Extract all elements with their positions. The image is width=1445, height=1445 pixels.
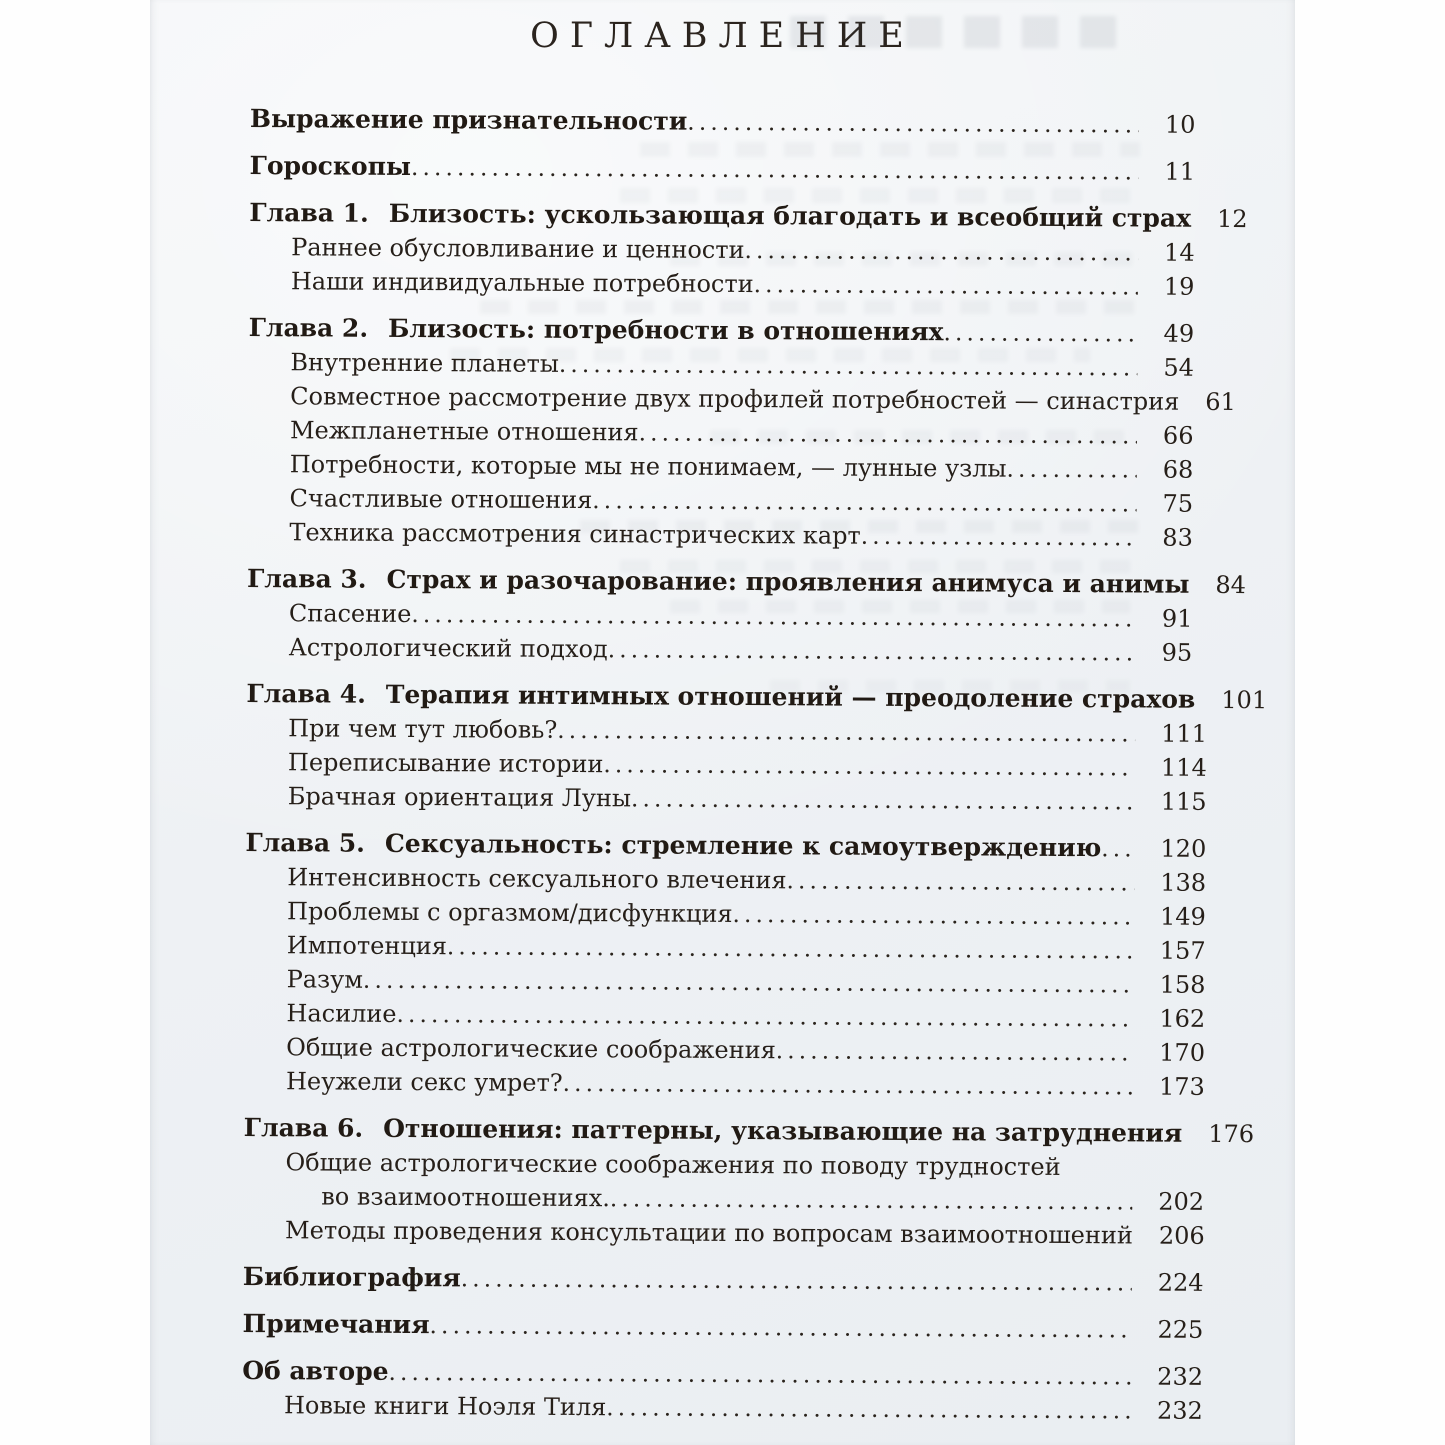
- toc-entry-page-number: 120: [1160, 834, 1207, 863]
- dot-leader: [557, 715, 1135, 752]
- toc-entry-label: Раннее обусловливание и ценности: [291, 233, 745, 265]
- toc-entry: [247, 516, 1212, 556]
- toc-entry-label: Спасение: [288, 599, 412, 628]
- toc-entry-page-number: 115: [1160, 787, 1207, 816]
- toc-entry-prefix: Глава 3.: [247, 563, 367, 594]
- dot-leader: [429, 1310, 1131, 1347]
- dot-leader: [411, 152, 1139, 189]
- dot-leader: [603, 749, 1135, 785]
- toc-entry-label: Интенсивность сексуального влечения: [287, 863, 787, 895]
- toc-entry-label: Примечания: [242, 1308, 430, 1340]
- toc-entry: [245, 826, 1210, 867]
- toc-entry-label: Неужели секс умрет?: [285, 1067, 563, 1097]
- toc-entry: [247, 631, 1212, 671]
- toc-entry: [249, 149, 1214, 190]
- toc-entry-label: Переписывание истории: [287, 748, 604, 779]
- toc-entry-page-number: 101: [1221, 685, 1268, 715]
- toc-entry: [249, 311, 1214, 352]
- toc-entry-page-number: 83: [1162, 523, 1193, 552]
- dot-leader: [687, 107, 1139, 143]
- dot-leader: [610, 1183, 1133, 1219]
- toc-entry-label: Проблемы с оргазмом/дисфункция: [286, 897, 733, 928]
- dot-leader: [861, 521, 1137, 556]
- toc-entry-label: Техника рассмотрения синастрических карт: [289, 518, 861, 550]
- dot-leader: [754, 269, 1138, 304]
- toc-entry-label: Счастливые отношения: [289, 484, 593, 515]
- toc-entry-label: Сексуальность: стремление к самоутверждению: [384, 828, 1102, 863]
- dot-leader: [461, 1263, 1132, 1300]
- toc-entry-page-number: 157: [1159, 936, 1206, 965]
- toc-entry-label: Разум: [286, 965, 364, 994]
- toc-entry: [246, 677, 1268, 718]
- toc-entry-label: Библиография: [242, 1261, 461, 1293]
- toc-entry-page-number: 12: [1216, 204, 1248, 234]
- dot-leader: [732, 899, 1134, 934]
- dot-leader: [363, 965, 1134, 1003]
- toc-entry-label: Об авторе: [242, 1355, 389, 1386]
- dot-leader: [388, 1357, 1131, 1395]
- toc-entry-prefix: Глава 5.: [245, 827, 366, 858]
- toc-entry-page-number: 84: [1215, 570, 1247, 600]
- toc-entry-label: Импотенция: [286, 931, 448, 961]
- dot-leader: [776, 1035, 1134, 1070]
- toc-entry-page-number: 225: [1157, 1315, 1204, 1344]
- toc-entry-page-number: 61: [1205, 387, 1236, 417]
- dot-leader: [631, 783, 1135, 819]
- toc-entry-page-number: 68: [1162, 455, 1194, 484]
- toc-entry-page-number: 176: [1208, 1119, 1255, 1149]
- toc-list: [242, 102, 1268, 1429]
- toc-entry: [244, 1065, 1209, 1105]
- toc-entry-page-number: 232: [1156, 1396, 1203, 1425]
- toc-entry-label: Отношения: паттерны, указывающие на затруднения: [383, 1113, 1183, 1148]
- toc-entry-label: Потребности, которые мы не понимаем, — лунные узлы: [289, 450, 1007, 483]
- toc-entry-page-number: 49: [1163, 319, 1195, 348]
- toc-entry-page-number: 202: [1158, 1187, 1205, 1216]
- toc-entry-page-number: 232: [1157, 1362, 1204, 1391]
- toc-entry-label: Терапия интимных отношений — преодоление страхов: [385, 679, 1196, 714]
- toc-entry-page-number: 19: [1163, 272, 1195, 301]
- dot-leader: [1101, 833, 1134, 866]
- dot-leader: [639, 417, 1138, 453]
- toc-entry-label: Наши индивидуальные потребности: [290, 267, 754, 299]
- toc-entry-prefix: Глава 1.: [249, 197, 369, 228]
- toc-entry-label: Новые книги Ноэля Тиля: [283, 1391, 607, 1422]
- dot-leader: [1006, 454, 1136, 488]
- dot-leader: [592, 485, 1136, 521]
- toc-entry-page-number: 158: [1159, 970, 1206, 999]
- toc-entry: [243, 1111, 1255, 1152]
- toc-entry: [247, 562, 1247, 603]
- toc-entry-page-number: 114: [1160, 753, 1207, 782]
- dot-leader: [606, 1392, 1131, 1428]
- toc-entry: [243, 1260, 1208, 1301]
- dot-leader: [744, 235, 1138, 270]
- toc-entry-label: При чем тут любовь?: [288, 714, 558, 744]
- toc-entry-label: Насилие: [286, 999, 397, 1028]
- toc-entry-label: Страх и разочарование: проявления анимуса и анимы: [386, 564, 1190, 599]
- dot-leader: [559, 349, 1138, 386]
- toc-entry: [243, 1214, 1208, 1254]
- toc-entry: [242, 1354, 1207, 1395]
- dot-leader: [411, 599, 1136, 636]
- toc-entry-page-number: 170: [1159, 1038, 1206, 1067]
- toc-entry-page-number: 206: [1158, 1221, 1205, 1250]
- book-page: [150, 0, 1295, 1445]
- toc-entry-page-number: 14: [1164, 238, 1195, 267]
- toc-entry-label: во взаимоотношениях.: [321, 1182, 611, 1213]
- toc-entry: [250, 102, 1215, 143]
- dot-leader: [608, 634, 1136, 670]
- toc-entry-label: Близость: потребности в отношениях: [388, 313, 944, 347]
- toc-entry: [249, 265, 1214, 305]
- toc-entry-page-number: 11: [1164, 157, 1196, 186]
- toc-entry-page-number: 149: [1159, 902, 1206, 931]
- toc-entry-page-number: 91: [1161, 604, 1193, 633]
- toc-entry-label: Совместное рассмотрение двух профилей потребностей — синастрия: [290, 382, 1180, 416]
- toc-entry-label: Методы проведения консультации по вопросам взаимоотношений: [285, 1216, 1134, 1250]
- toc-entry-label: Межпланетные отношения: [289, 416, 639, 447]
- toc-entry: [246, 780, 1211, 820]
- toc-entry-label: Внутренние планеты: [290, 348, 560, 378]
- toc-entry-page-number: 138: [1160, 868, 1207, 897]
- toc-entry-label: Гороскопы: [249, 150, 412, 181]
- toc-entry-page-number: 10: [1164, 110, 1196, 139]
- toc-entry-page-number: 66: [1162, 421, 1194, 450]
- toc-entry-label: Астрологический подход: [288, 633, 608, 664]
- toc-entry: [249, 196, 1248, 237]
- toc-entry-page-number: 224: [1157, 1268, 1204, 1297]
- dot-leader: [943, 317, 1137, 351]
- toc-title: ОГЛАВЛЕНИЕ: [530, 16, 915, 56]
- dot-leader: [447, 931, 1134, 968]
- toc-entry-page-number: 173: [1158, 1072, 1205, 1101]
- toc-entry-label: Общие астрологические соображения: [286, 1033, 776, 1065]
- dot-leader: [786, 865, 1134, 900]
- dot-leader: [396, 999, 1133, 1037]
- toc-entry-page-number: 111: [1161, 719, 1208, 748]
- toc-entry-page-number: 75: [1162, 489, 1194, 518]
- toc-entry-page-number: 162: [1159, 1004, 1206, 1033]
- dot-leader: [563, 1068, 1134, 1104]
- toc-entry-label: Общие астрологические соображения по поводу трудностей: [285, 1148, 1061, 1181]
- toc-entry-label: Выражение признательности: [249, 103, 688, 136]
- toc-entry-label: Брачная ориентация Луны: [287, 782, 632, 813]
- toc-entry-page-number: 54: [1163, 353, 1195, 382]
- toc-entry-prefix: Глава 4.: [246, 678, 366, 709]
- toc-entry-label: Близость: ускользающая благодать и всеобщий страх: [388, 198, 1192, 233]
- toc-entry-prefix: Глава 6.: [243, 1112, 364, 1143]
- toc-entry: [242, 1389, 1207, 1429]
- toc-entry-page-number: 95: [1161, 638, 1193, 667]
- toc-entry-prefix: Глава 2.: [248, 312, 369, 343]
- toc-entry: [242, 1307, 1207, 1348]
